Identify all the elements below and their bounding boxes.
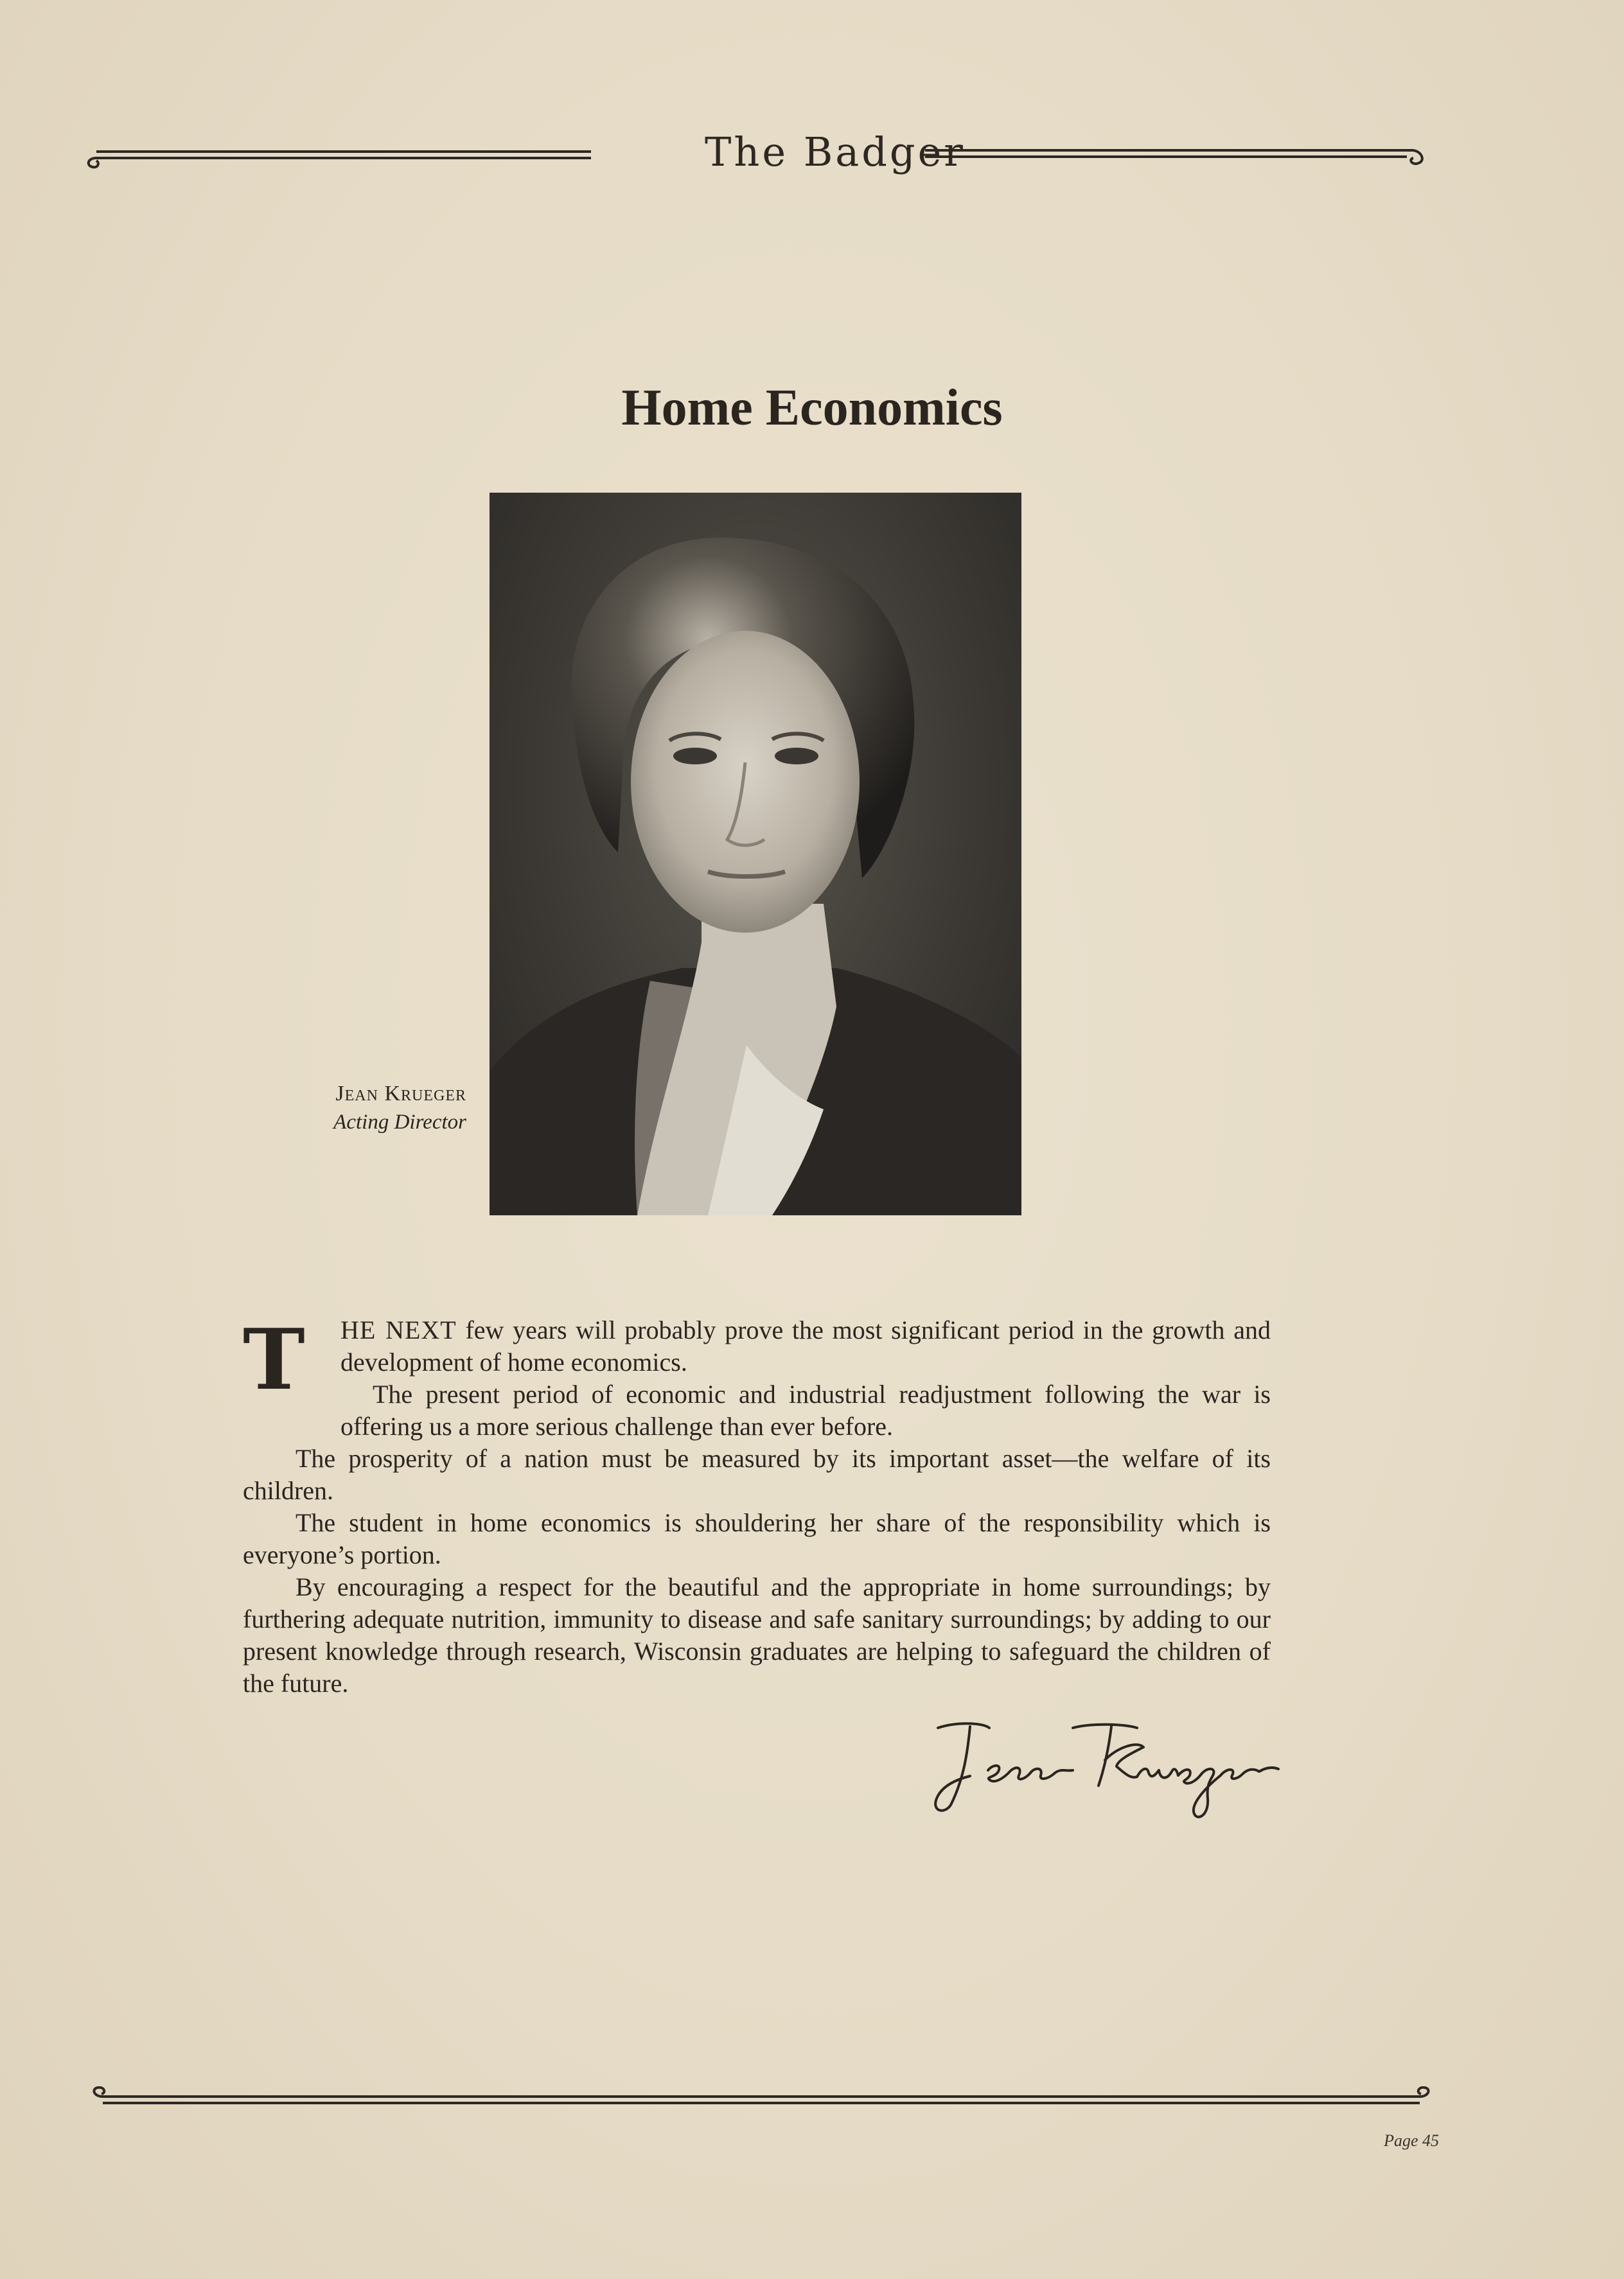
lead-in: HE NEXT: [340, 1315, 457, 1344]
paragraph-4: The student in home economics is shouldering her share of the responsibility which is everyone’s portion.: [243, 1508, 1271, 1569]
footer-ornamental-rule: [90, 2086, 1433, 2118]
handwritten-signature: [912, 1709, 1285, 1827]
paragraph-1: [243, 1314, 1271, 1378]
drop-cap: T: [243, 1310, 305, 1409]
portrait-caption: [244, 1079, 466, 1136]
running-header: [84, 122, 1426, 186]
portrait-photo: [490, 493, 1021, 1215]
page-number: Page 45: [1384, 2131, 1439, 2150]
paragraph-5: By encouraging a respect for the beautiful and the appropriate in home surroundings; by furthering adequate nutrition, immunity to disease and safe sanitary surroundings; by adding to our present knowledge through research, Wisconsin graduates are helping to safeguard the children of the future.: [243, 1572, 1271, 1698]
paragraph-2: The present period of economic and industrial readjustment following the war is offering us a more serious challenge than ever before.: [340, 1380, 1271, 1441]
caption-name: Jean Krueger: [335, 1082, 466, 1105]
paragraph-1-text: few years will probably prove the most significant period in the growth and development of home economics.: [340, 1315, 1271, 1377]
section-title: Home Economics: [621, 380, 1003, 436]
caption-role: Acting Director: [333, 1111, 466, 1134]
article-body: [243, 1310, 1271, 1700]
running-title: The Badger: [705, 128, 966, 175]
paragraph-3: The prosperity of a nation must be measured by its important asset—the welfare of its children.: [243, 1444, 1271, 1505]
